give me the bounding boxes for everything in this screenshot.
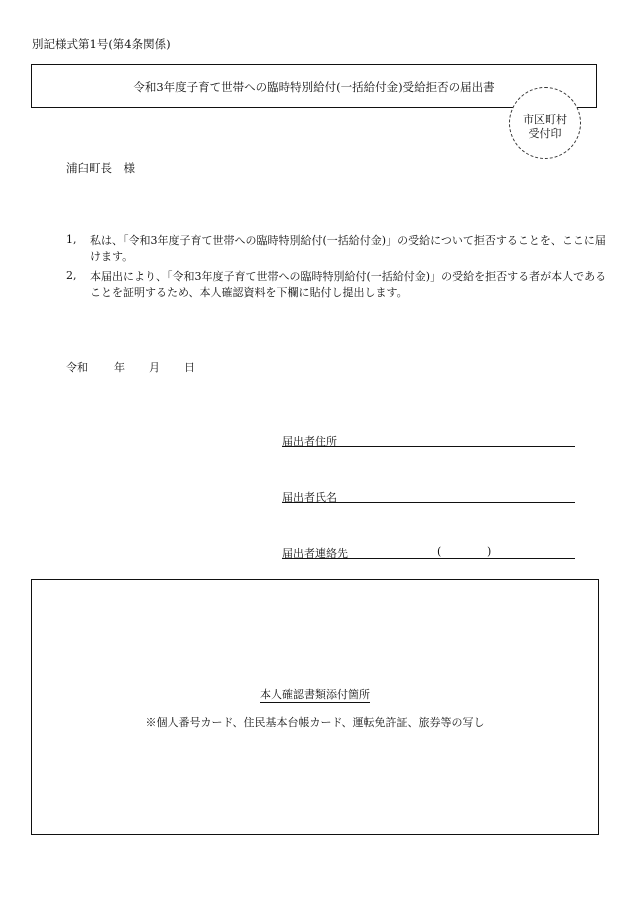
date-day-label: 日: [184, 361, 195, 374]
form-number: 別記様式第1号(第4条関係): [32, 37, 171, 51]
applicant-name-field[interactable]: [282, 502, 575, 503]
stamp-label-municipality: 市区町村: [523, 113, 567, 126]
item-text: 本届出により、「令和3年度子育て世帯への臨時特別給付(一括給付金)」の受給を拒否する者が本人であることを証明するため、本人確認資料を下欄に貼付し提出します。: [90, 270, 607, 299]
applicant-contact-label: 届出者連絡先: [282, 547, 348, 560]
stamp-label-reception: 受付印: [528, 127, 562, 140]
contact-paren-close: ): [487, 545, 492, 558]
date-year-label: 年: [114, 361, 125, 374]
contact-paren-open: (: [437, 545, 442, 558]
addressee: 浦臼町長 様: [66, 161, 135, 175]
item-number: 2,: [66, 269, 77, 282]
applicant-name-label: 届出者氏名: [282, 491, 337, 504]
attachment-note: ※個人番号カード、住民基本台帳カード、運転免許証、旅券等の写し: [145, 716, 485, 729]
item-number: 1,: [66, 233, 77, 246]
date-era: 令和: [66, 361, 88, 374]
id-document-attachment-area: [31, 579, 599, 835]
item-text: 私は、「令和3年度子育て世帯への臨時特別給付(一括給付金)」の受給について拒否することを、ここに届けます。: [90, 234, 606, 263]
title-box: [31, 64, 597, 108]
date-month-label: 月: [149, 361, 160, 374]
reception-stamp-area: [509, 87, 581, 159]
applicant-address-field[interactable]: [282, 446, 575, 447]
applicant-contact-field[interactable]: [282, 558, 575, 559]
applicant-address-label: 届出者住所: [282, 435, 337, 448]
document-title: 令和3年度子育て世帯への臨時特別給付(一括給付金)受給拒否の届出書: [133, 80, 495, 94]
attachment-title: 本人確認書類添付箇所: [260, 688, 370, 701]
